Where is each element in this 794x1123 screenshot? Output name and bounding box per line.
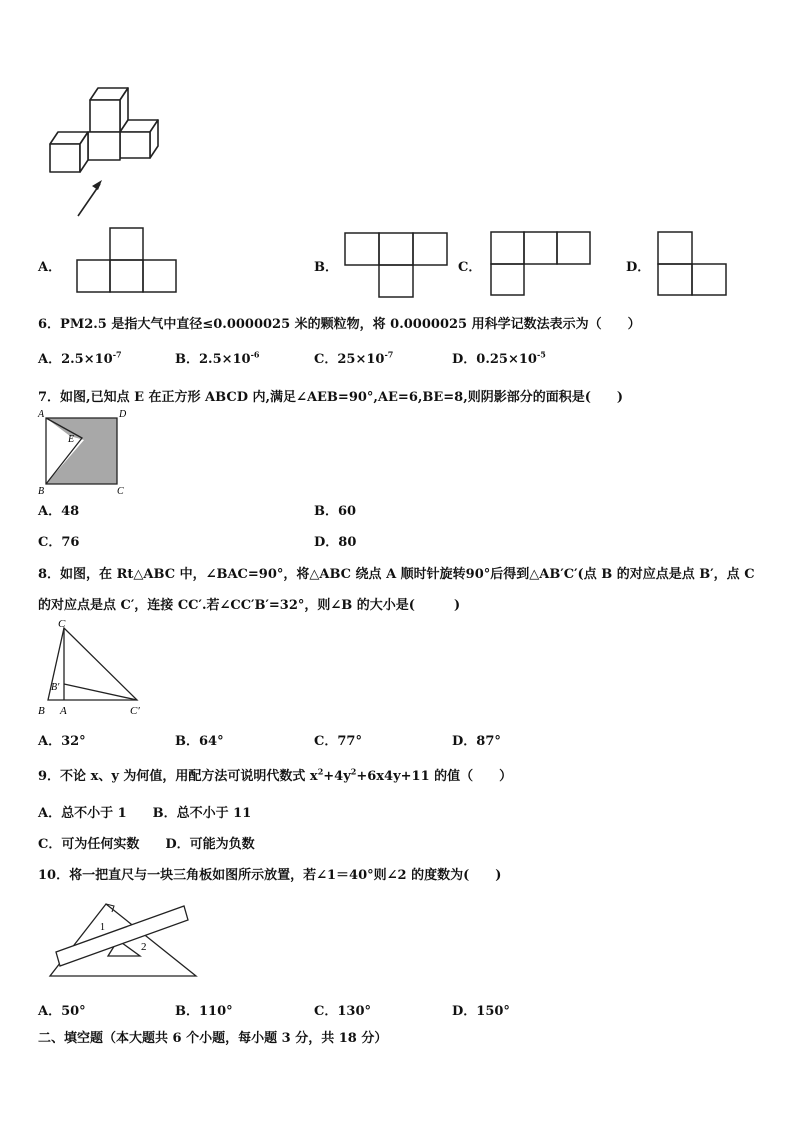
q10-option-d: D．150° bbox=[452, 1004, 510, 1019]
q10-option-b: B．110° bbox=[175, 1004, 233, 1019]
q7-label-a: A bbox=[38, 409, 45, 420]
q10-label-angle1: 1 bbox=[100, 922, 105, 933]
q7-label-b: B bbox=[38, 486, 45, 496]
q8-label-b: B bbox=[38, 705, 45, 717]
q5-option-a-label: A． bbox=[38, 260, 62, 275]
q8-option-c: C．77° bbox=[314, 734, 362, 749]
q7-option-a: A．48 bbox=[38, 504, 80, 519]
q6-stem: 6．PM2.5 是指大气中直径≤0.0000025 米的颗粒物，将 0.0000025 用科学记数法表示为（ ） bbox=[38, 317, 641, 332]
q8-label-c-prime: C′ bbox=[130, 705, 140, 717]
q7-stem: 7．如图,已知点 E 在正方形 ABCD 内,满足∠AEB=90°,AE=6,BE=8,则阴影部分的面积是( ) bbox=[38, 390, 624, 405]
q5-option-c-label: C． bbox=[458, 260, 482, 275]
q6-option-c: C．$25\times 10^{-7}$ bbox=[314, 349, 394, 367]
q9-options-line2: C．可为任何实数 D．可能为负数 bbox=[38, 837, 255, 852]
q7-label-c: C bbox=[117, 486, 124, 496]
q5-option-c-net bbox=[490, 231, 596, 297]
q8-option-a: A．32° bbox=[38, 734, 86, 749]
cube-stack-figure bbox=[40, 82, 170, 222]
q8-stem-line2: 的对应点是点 C′，连接 CC′.若∠CC′B′=32°，则∠B 的大小是( ) bbox=[38, 598, 461, 613]
q8-option-d: D．87° bbox=[452, 734, 501, 749]
q7-square-figure bbox=[36, 408, 132, 496]
q8-label-b-prime: B′ bbox=[51, 682, 60, 693]
q10-option-a: A．50° bbox=[38, 1004, 86, 1019]
q9-stem: 9．不论 x、y 为何值，用配方法可说明代数式 $x^2+4y^2+6x4y+11$ 的值（ ） bbox=[38, 766, 513, 784]
q9-options-line1: A．总不小于 1 B．总不小于 11 bbox=[38, 806, 252, 821]
q8-triangle-figure bbox=[34, 618, 150, 718]
q7-option-c: C．76 bbox=[38, 535, 80, 550]
q5-option-d-net bbox=[657, 231, 729, 297]
q7-label-e: E bbox=[68, 434, 75, 445]
q8-option-b: B．64° bbox=[175, 734, 224, 749]
q5-option-a-net bbox=[76, 226, 180, 294]
q10-ruler-triangle-figure bbox=[48, 898, 204, 984]
q8-label-c: C bbox=[58, 618, 66, 630]
q8-stem-line1: 8．如图，在 Rt△ABC 中，∠BAC=90°，将△ABC 绕点 A 顺时针旋转90°后得到△AB′C′(点 B 的对应点是点 B′，点 C bbox=[38, 567, 755, 582]
q6-option-b: B．$2.5\times 10^{-6}$ bbox=[175, 349, 260, 367]
q10-stem: 10．将一把直尺与一块三角板如图所示放置，若∠1＝40°则∠2 的度数为( ) bbox=[38, 868, 502, 883]
q8-label-a: A bbox=[60, 705, 67, 717]
q7-option-d: D．80 bbox=[314, 535, 357, 550]
q5-option-d-label: D． bbox=[626, 260, 651, 275]
q7-option-b: B．60 bbox=[314, 504, 357, 519]
q5-option-b-net bbox=[343, 231, 449, 299]
q5-option-b-label: B． bbox=[314, 260, 338, 275]
section-heading-fill-in: 二、填空题（本大题共 6 个小题，每小题 3 分，共 18 分） bbox=[38, 1031, 388, 1046]
q7-label-d: D bbox=[119, 409, 127, 420]
q10-label-angle2: 2 bbox=[141, 941, 147, 953]
q6-option-a: A．$2.5\times 10^{-7}$ bbox=[38, 349, 122, 367]
q6-option-d: D．$0.25\times 10^{-5}$ bbox=[452, 349, 546, 367]
q10-option-c: C．130° bbox=[314, 1004, 371, 1019]
